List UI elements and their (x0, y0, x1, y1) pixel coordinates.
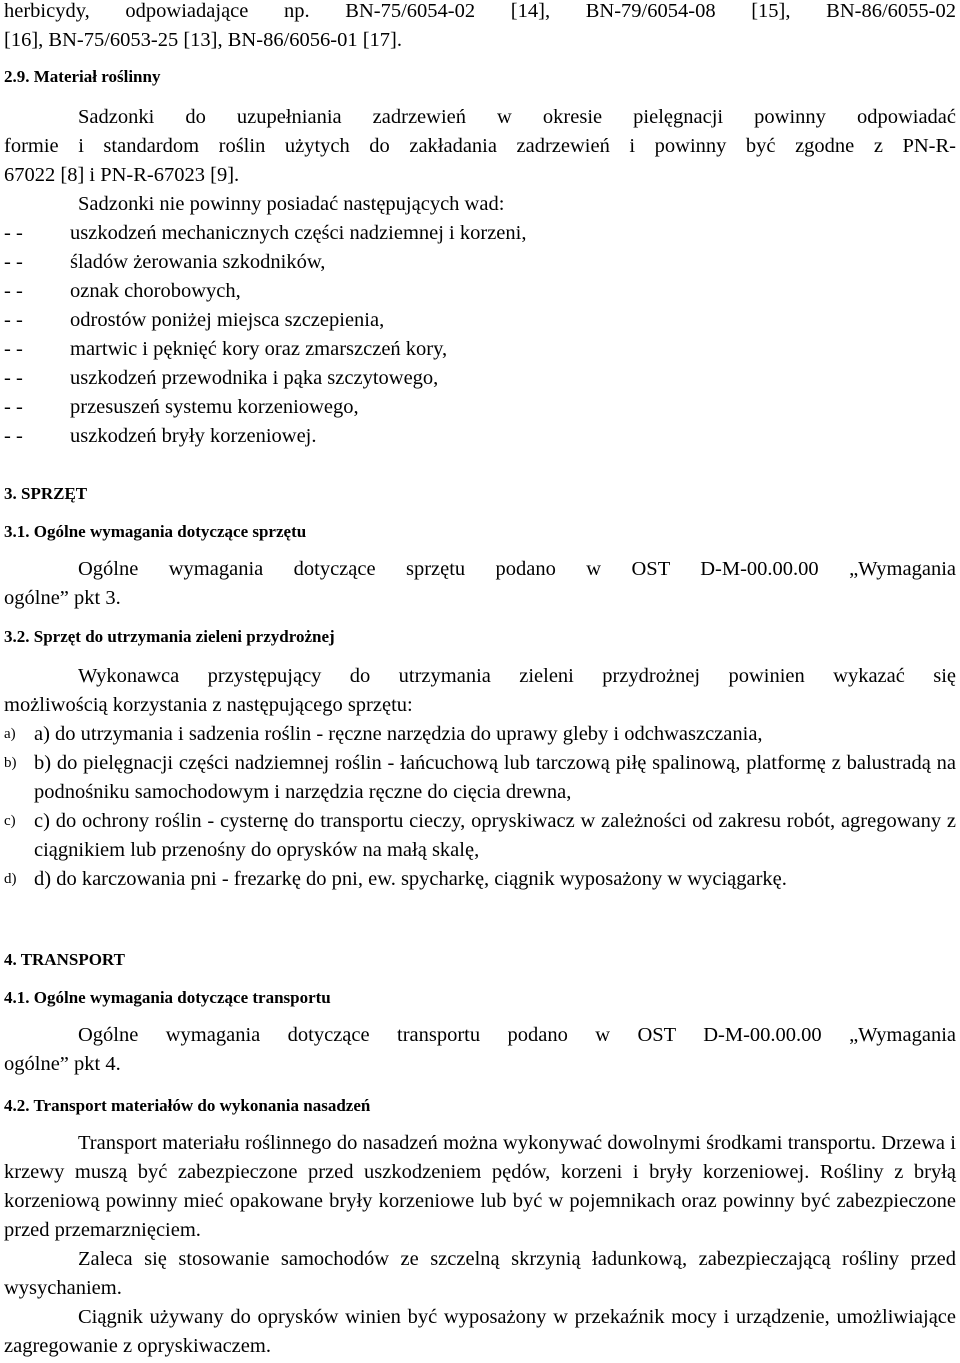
section-4-1-paragraph (4, 1021, 956, 1079)
list-item-text: a) do utrzymania i sadzenia roślin - ręczne narzędzia do uprawy gleby i odchwaszczania, (34, 723, 763, 745)
dash-marker: - - (4, 222, 23, 244)
defects-list (4, 219, 526, 451)
list-item-text: oznak chorobowych, (70, 280, 241, 302)
top-text-line-1: herbicydy, odpowiadające np. BN-75/6054-02 [14], BN-79/6054-08 [15], BN-86/6055-02 (4, 0, 956, 22)
para-3-2-line-2: możliwością korzystania z następującego sprzętu: (4, 694, 413, 716)
para-2-9-line-3: 67022 [8] i PN-R-67023 [9]. (4, 164, 240, 186)
dash-marker: - - (4, 280, 23, 302)
list-item (4, 720, 956, 749)
list-item-text: uszkodzeń mechanicznych części nadziemnej i korzeni, (70, 222, 527, 244)
list-item-text: odrostów poniżej miejsca szczepienia, (70, 309, 385, 331)
list-item-text: c) do ochrony roślin - cysternę do transportu cieczy, opryskiwacz w zależności od zakresu robót, agregowany z ciągnikiem lub przenośny do oprysków na małą skalę, (34, 810, 956, 861)
para-4-2-2: Zaleca się stosowanie samochodów ze szczelną skrzynią ładunkową, zabezpieczającą rośliny przed wysychaniem. (4, 1248, 956, 1299)
para-4-2-1: Transport materiału roślinnego do nasadzeń można wykonywać dowolnymi środkami transportu. Drzewa i krzewy muszą być zabezpieczone przed uszkodzeniem pędów, korzeni i bryły korzeniowej. Rośliny z bryłą korzeniową powinny mieć opakowane bryły korzeniowe lub być w pojemnikach oraz powinny być zabezpieczone przed przemarznięciem. (4, 1132, 956, 1241)
dash-marker: - - (4, 309, 23, 331)
top-text-line-2: [16], BN-75/6053-25 [13], BN-86/6056-01 [17]. (4, 29, 402, 51)
list-item-text: śladów żerowania szkodników, (70, 251, 326, 273)
dash-marker: - - (4, 425, 23, 447)
list-item-text: uszkodzeń przewodnika i pąka szczytowego, (70, 367, 439, 389)
para-4-1-line-1: Ogólne wymagania dotyczące transportu podano w OST D-M-00.00.00 „Wymagania (78, 1024, 956, 1046)
dash-marker: - - (4, 338, 23, 360)
dash-marker: - - (4, 367, 23, 389)
section-3-1-paragraph (4, 555, 956, 613)
list-item (4, 749, 956, 807)
para-3-1-line-1: Ogólne wymagania dotyczące sprzętu podano w OST D-M-00.00.00 „Wymagania (78, 558, 956, 580)
list-marker: b) (4, 755, 17, 771)
list-item (4, 364, 526, 393)
para-4-1-line-2: ogólne” pkt 4. (4, 1053, 121, 1075)
section-2-9-paragraph (4, 103, 956, 190)
dash-marker: - - (4, 396, 23, 418)
list-item (4, 219, 526, 248)
list-item (4, 277, 526, 306)
list-marker: c) (4, 813, 16, 829)
heading-3-1: 3.1. Ogólne wymagania dotyczące sprzętu (4, 522, 307, 541)
equipment-list (4, 720, 956, 894)
dash-marker: - - (4, 251, 23, 273)
para-2-9-line-1: Sadzonki do uzupełniania zadrzewień w okresie pielęgnacji powinny odpowiadać (78, 106, 956, 128)
list-item-text: d) do karczowania pni - frezarkę do pni, ew. spycharkę, ciągnik wyposażony w wyciągarkę. (34, 868, 787, 890)
list-marker: d) (4, 871, 17, 887)
list-item (4, 306, 526, 335)
para-2-9-line-2: formie i standardom roślin użytych do zakładania zadrzewień i powinny być zgodne z PN-R- (4, 135, 956, 157)
para-3-2-line-1: Wykonawca przystępujący do utrzymania zieleni przydrożnej powinien wykazać się (78, 665, 956, 687)
list-item (4, 393, 526, 422)
heading-2-9: 2.9. Materiał roślinny (4, 67, 161, 86)
defects-intro: Sadzonki nie powinny posiadać następujących wad: (78, 193, 505, 215)
list-marker: a) (4, 726, 16, 742)
heading-4-1: 4.1. Ogólne wymagania dotyczące transportu (4, 988, 331, 1007)
list-item-text: martwic i pęknięć kory oraz zmarszczeń kory, (70, 338, 448, 360)
list-item (4, 865, 956, 894)
heading-4: 4. TRANSPORT (4, 950, 125, 969)
list-item (4, 335, 526, 364)
list-item-text: uszkodzeń bryły korzeniowej. (70, 425, 317, 447)
heading-3: 3. SPRZĘT (4, 484, 88, 503)
section-3-2-paragraph (4, 662, 956, 720)
section-4-2-paragraphs (4, 1129, 956, 1361)
list-item (4, 422, 526, 451)
heading-4-2: 4.2. Transport materiałów do wykonania nasadzeń (4, 1096, 371, 1115)
list-item-text: przesuszeń systemu korzeniowego, (70, 396, 359, 418)
para-4-2-3: Ciągnik używany do oprysków winien być wyposażony w przekaźnik mocy i urządzenie, umożliwiające zagregowanie z opryskiwaczem. (4, 1306, 956, 1357)
para-3-1-line-2: ogólne” pkt 3. (4, 587, 121, 609)
list-item (4, 248, 526, 277)
list-item-text: b) do pielęgnacji części nadziemnej roślin - łańcuchową lub tarczową piłę spalinową, platformę z balustradą na podnośniku samochodowym i narzędzia ręczne do cięcia drewna, (34, 752, 956, 803)
heading-3-2: 3.2. Sprzęt do utrzymania zieleni przydrożnej (4, 627, 335, 646)
list-item (4, 807, 956, 865)
